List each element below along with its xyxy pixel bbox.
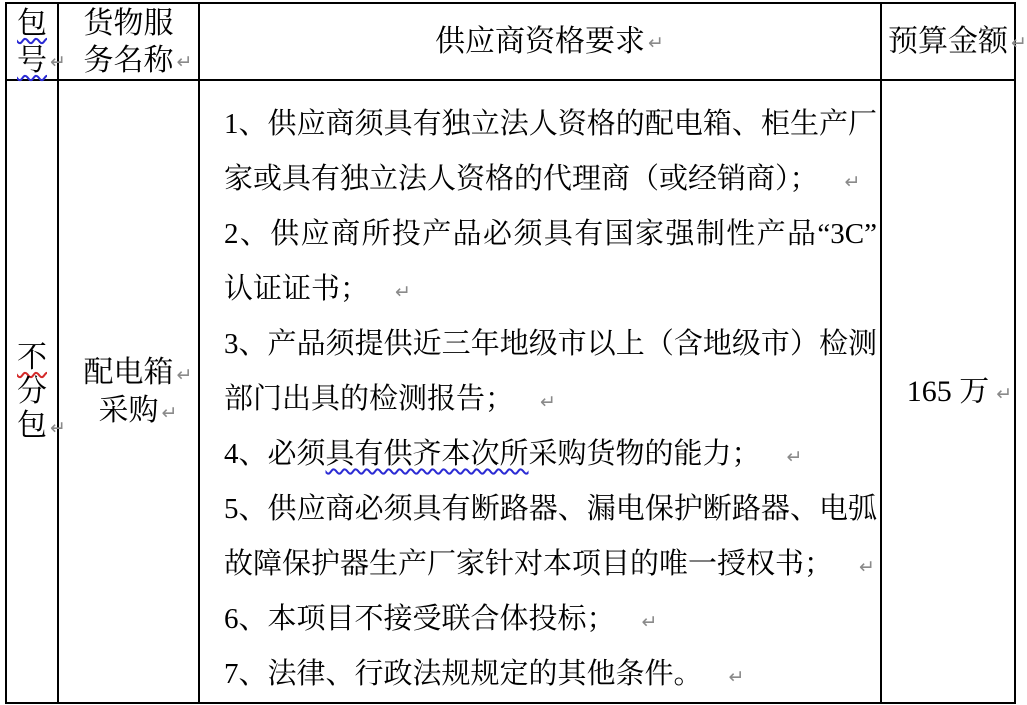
requirement-line — [224, 97, 877, 152]
spellcheck-underline: 不 — [17, 340, 47, 374]
paragraph-mark-icon: ↵ — [641, 611, 658, 633]
header-goods-service-name[interactable] — [58, 3, 199, 80]
requirement-line — [224, 592, 877, 647]
header-text: 务名称 — [83, 43, 174, 77]
requirement-text: 4、必须 — [224, 438, 326, 470]
requirement-line — [224, 427, 877, 482]
header-text: 预算金额 — [888, 25, 1008, 58]
header-budget-amount[interactable] — [881, 3, 1027, 80]
header-text: 货物服 — [83, 6, 174, 40]
requirement-text: 3、产品须提供近三年地级市以上（含地级市）检测 — [224, 328, 877, 360]
paragraph-mark-icon: ↵ — [728, 666, 745, 688]
paragraph-mark-icon: ↵ — [50, 50, 66, 73]
paragraph-mark-icon: ↵ — [540, 391, 556, 413]
requirement-text: 家或具有独立法人资格的代理商（或经销商）； — [224, 163, 819, 195]
requirement-text: 采购货物的能力； — [528, 438, 761, 470]
paragraph-mark-icon: ↵ — [50, 416, 66, 439]
requirement-text: 认证证书； — [224, 273, 370, 305]
cell-budget-amount[interactable] — [881, 80, 1015, 703]
cell-package-number[interactable] — [6, 80, 66, 703]
table-body-row — [6, 80, 1015, 703]
paragraph-mark-icon: ↵ — [859, 556, 875, 578]
line-break-mark-icon: ↵ — [161, 401, 178, 424]
paragraph-mark-icon: ↵ — [844, 171, 861, 193]
spellcheck-underline: 包 — [17, 6, 47, 40]
requirement-text: 故障保护器生产厂家针对本项目的唯一授权书； — [224, 548, 834, 580]
requirement-line — [224, 537, 877, 592]
cell-text: 配电箱 — [83, 355, 174, 389]
spellcheck-underline: 号 — [17, 43, 47, 77]
paragraph-mark-icon: ↵ — [996, 382, 1013, 405]
cell-text: 包 — [17, 408, 47, 442]
requirement-line — [224, 482, 877, 537]
requirements-lines — [200, 81, 880, 702]
paragraph-mark-icon: ↵ — [1011, 32, 1027, 54]
requirement-line — [224, 152, 877, 207]
requirement-text: 5、供应商必须具有断路器、漏电保护断路器、电弧 — [224, 493, 877, 525]
paragraph-mark-icon: ↵ — [395, 281, 411, 303]
cell-goods-service-name[interactable] — [58, 80, 199, 703]
header-package-number[interactable] — [6, 3, 66, 80]
header-supplier-qualification[interactable] — [199, 3, 881, 80]
cell-text: 分 — [17, 374, 47, 408]
requirement-text: 7、法律、行政法规规定的其他条件。 — [224, 658, 703, 690]
table-header-row — [6, 3, 1015, 80]
cell-text: 165 万 — [906, 374, 990, 408]
procurement-packages-table — [5, 2, 1027, 704]
cell-text: 采购 — [98, 393, 159, 427]
requirement-text: 6、本项目不接受联合体投标； — [224, 603, 616, 635]
requirement-line — [224, 317, 877, 372]
requirement-line — [224, 647, 877, 702]
requirement-line — [224, 207, 877, 262]
header-text: 供应商资格要求 — [435, 25, 645, 58]
requirement-line — [224, 262, 877, 317]
cell-supplier-qualifications[interactable] — [199, 80, 881, 703]
paragraph-mark-icon: ↵ — [648, 32, 664, 54]
spellcheck-underline: 具有供齐本次所 — [325, 438, 529, 470]
paragraph-mark-icon: ↵ — [176, 50, 193, 73]
line-break-mark-icon: ↵ — [176, 363, 193, 386]
requirement-line — [224, 372, 877, 427]
requirement-text: 1、供应商须具有独立法人资格的配电箱、柜生产厂 — [224, 108, 877, 140]
requirement-text: 部门出具的检测报告； — [224, 383, 515, 415]
requirement-text: 2、供应商所投产品必须具有国家强制性产品“3C” — [224, 218, 877, 250]
paragraph-mark-icon: ↵ — [786, 446, 803, 468]
